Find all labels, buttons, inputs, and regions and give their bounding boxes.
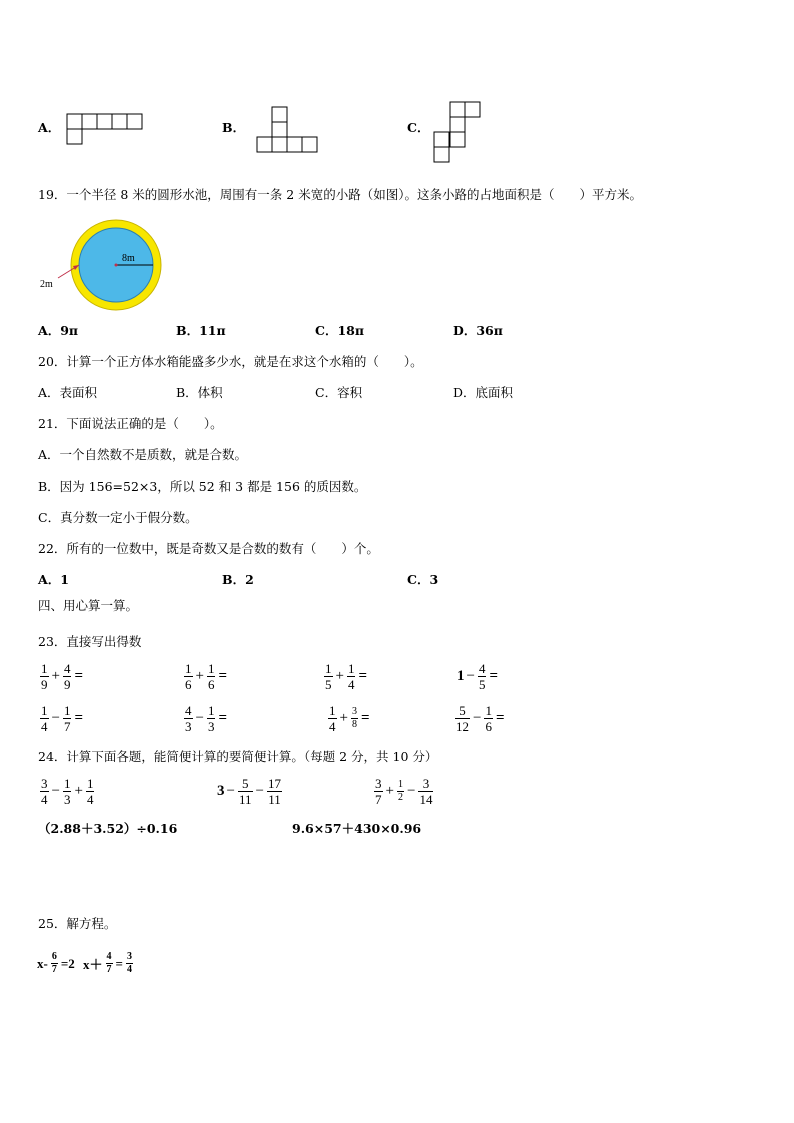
q21-stem: 21．下面说法正确的是（ ）。	[38, 416, 223, 431]
q18-option-b: B．	[222, 120, 246, 135]
q22-stem: 22．所有的一位数中，既是奇数又是合数的数有（ ）个。	[38, 541, 379, 556]
q20-option-d: D．底面积	[453, 385, 514, 400]
q19-ring-figure	[36, 218, 166, 314]
q24-e1: $\frac{3}{4}$ − $\frac{1}{3}$ + $\frac{1}{4}$	[41, 776, 94, 807]
q22-option-c: C．3	[407, 572, 439, 587]
q21-option-a: A．一个自然数不是质数，就是合数。	[38, 447, 248, 462]
q18-option-c: C．	[407, 120, 430, 135]
q21-option-b: B．因为 156=52×3，所以 52 和 3 都是 156 的质因数。	[38, 479, 367, 494]
q23-stem: 23．直接写出得数	[38, 634, 142, 649]
q25-stem: 25．解方程。	[38, 916, 117, 931]
q20-option-b: B．体积	[176, 385, 223, 400]
q24-stem: 24．计算下面各题，能简便计算的要简便计算。（每题 2 分，共 10 分）	[38, 749, 438, 764]
q19-inner-label: 8m	[122, 253, 135, 264]
q23-r1-e3: $\frac{1}{5}$ + $\frac{1}{4}$ =	[325, 661, 368, 692]
section-four-heading: 四、用心算一算。	[38, 598, 139, 613]
q23-r1-e4: 1 − $\frac{4}{5}$ =	[457, 661, 499, 692]
q24-e3: $\frac{3}{7}$ + $\frac{1}{2}$ − $\frac{3}{14}$	[375, 776, 433, 807]
q23-r1-e1: $\frac{1}{9}$ + $\frac{4}{9}$ =	[41, 661, 84, 692]
q22-option-b: B．2	[222, 572, 254, 587]
q18-net-a	[66, 113, 146, 147]
q18-option-a: A．	[38, 120, 61, 135]
q19-option-c: C．18π	[315, 323, 364, 338]
q23-r1-e2: $\frac{1}{6}$ + $\frac{1}{6}$ =	[185, 661, 228, 692]
q19-option-b: B．11π	[176, 323, 226, 338]
q23-r2-e2: $\frac{4}{3}$ − $\frac{1}{3}$ =	[185, 703, 228, 734]
q25-equations: x- $\frac{6}{7}$ =2 x＋ $\frac{4}{7}$ = $\frac{3}{4}$	[37, 951, 132, 975]
q24-e2: 3 − $\frac{5}{11}$ − $\frac{17}{11}$	[217, 776, 281, 807]
q20-option-c: C．容积	[315, 385, 363, 400]
q18-net-c	[433, 101, 485, 165]
q24-e4: （2.88＋3.52）÷0.16	[38, 821, 178, 836]
q20-stem: 20．计算一个正方体水箱能盛多少水，就是在求这个水箱的（ ）。	[38, 354, 423, 369]
q19-outer-label: 2m	[40, 279, 53, 290]
q23-r2-e1: $\frac{1}{4}$ − $\frac{1}{7}$ =	[41, 703, 84, 734]
q18-net-b	[256, 106, 322, 156]
q20-option-a: A．表面积	[38, 385, 98, 400]
q21-option-c: C．真分数一定小于假分数。	[38, 510, 198, 525]
q22-option-a: A．1	[38, 572, 69, 587]
q23-r2-e3: $\frac{1}{4}$ + $\frac{3}{8}$ =	[329, 703, 370, 734]
q19-option-d: D．36π	[453, 323, 503, 338]
q23-r2-e4: $\frac{5}{12}$ − $\frac{1}{6}$ =	[456, 703, 505, 734]
q19-option-a: A．9π	[38, 323, 79, 338]
q24-e5: 9.6×57＋430×0.96	[292, 821, 422, 836]
q19-stem: 19．一个半径 8 米的圆形水池，周围有一条 2 米宽的小路（如图）。这条小路的占地面积是（ ）平方米。	[38, 187, 642, 202]
